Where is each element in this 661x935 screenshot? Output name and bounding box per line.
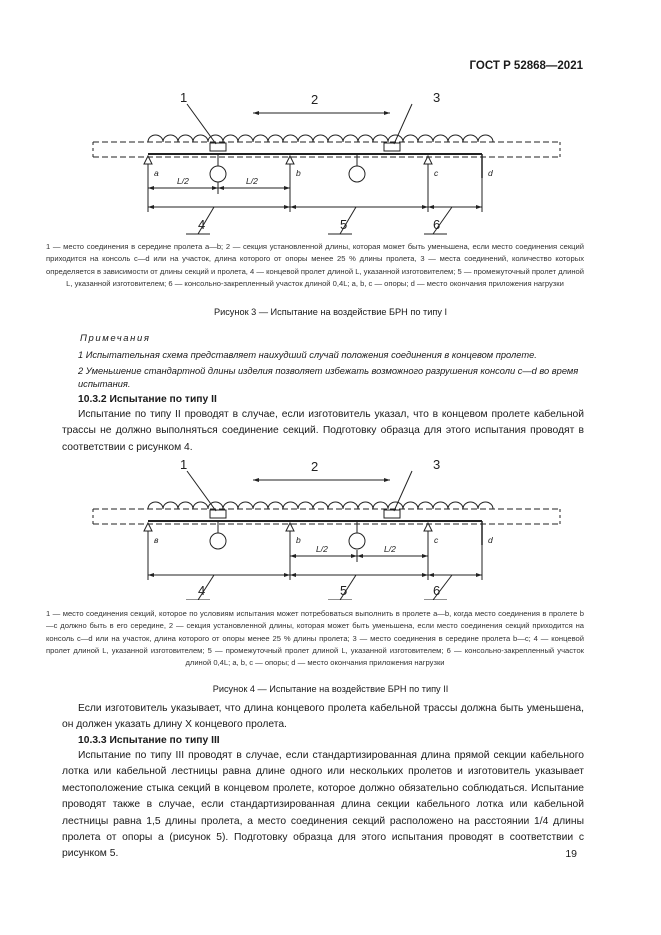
section-10-3-2-body: Испытание по типу II проводят в случае, если изготовитель указал, что в концевом пролете кабельной трассы не должно выполняться соединение секций. Подготовку образца для этого испытания проводят в соответствии с рисунком 4.: [62, 409, 584, 453]
load-arc: [268, 135, 283, 142]
section-10-3-3-title: 10.3.3 Испытание по типу III: [78, 735, 220, 746]
load-arc: [463, 135, 478, 142]
load-arc: [178, 502, 193, 509]
callout-1: 1: [180, 457, 188, 472]
load-arc: [343, 502, 358, 509]
load-arc: [433, 502, 448, 509]
support-label-c: c: [434, 168, 439, 178]
section-10-3-2-text: [62, 407, 584, 456]
load-arc: [238, 502, 253, 509]
figure-4-diagram: [0, 455, 661, 600]
figure-4-legend: 1 — место соединения секций, которое по условиям испытания может потребоваться выполнить в пролете a—b, когда место соединения в пролете b—c должно быть в его середине, 2 — секция установленной длины, которая может быть уменьшена, если место соединения секций приходится на консоль c—d или на участок, длина которого от опоры менее 25 % длины пролета; 3 — место соединения в середине пролета b—c; 4 — концевой пролет длиной L, указанной изготовителем; 5 — промежуточный пролет длиной L, указанной изготовителем; 6 — консольно-закрепленный участок длиной 0,4L; a, b, c — опоры; d — место окончания приложения нагрузки: [46, 609, 584, 668]
load-arc: [358, 502, 373, 509]
load-arc: [403, 502, 418, 509]
load-arc: [268, 502, 283, 509]
section-10-3-3-text: [62, 748, 584, 863]
load-arc: [328, 135, 343, 142]
load-arc: [463, 502, 478, 509]
callout-4: 4: [198, 583, 206, 598]
load-arc: [448, 502, 463, 509]
section-10-3-3-body: Испытание по типу III проводят в случае, если стандартизированная длина прямой секции кабельного лотка или кабельной лестницы равна длине одного или нескольких пролетов и изготовитель указывает местоположение стыка секций в концевом пролете, которое должно обязательно соблюдаться. Испытание проводят также в случае, если стандартизированная длина секции кабельного лотка или кабельной лестницы равна 1,5 длины пролета, а место соединения секций расположено на расстоянии 1/4 длины пролета от опоры a (рисунок 5). Подготовку образца для этого испытания проводят в соответствии с рисунком 5.: [62, 750, 584, 860]
support-label-a: a: [154, 168, 159, 178]
load-arc: [283, 135, 298, 142]
load-arc: [298, 135, 313, 142]
standard-header: ГОСТ Р 52868—2021: [469, 60, 583, 72]
load-arc: [343, 135, 358, 142]
load-arc: [403, 135, 418, 142]
load-arc: [223, 502, 238, 509]
section-10-3-2-title: 10.3.2 Испытание по типу II: [78, 394, 217, 405]
dim-l-half-1: L/2: [177, 176, 189, 186]
load-arc: [253, 135, 268, 142]
load-arc: [418, 135, 433, 142]
paragraph-length-x: [62, 701, 584, 734]
figure-4-caption: Рисунок 4 — Испытание на воздействие БРН по типу II: [212, 684, 449, 694]
callout-6: 6: [433, 217, 441, 232]
load-arc: [373, 135, 388, 142]
load-arcs: [148, 135, 493, 142]
support-label-d: d: [488, 535, 493, 545]
load-arc: [358, 135, 373, 142]
load-arc: [193, 135, 208, 142]
load-arc: [418, 502, 433, 509]
notes-title: Примечания: [80, 333, 151, 344]
support-label-c: c: [434, 535, 439, 545]
load-arc: [238, 135, 253, 142]
note-2: 2 Уменьшение стандартной длины изделия позволяет избежать возможного разрушения консоли c—d во время испытания.: [78, 366, 579, 389]
load-arc: [433, 135, 448, 142]
load-arc: [298, 502, 313, 509]
load-arc: [163, 135, 178, 142]
dim-l-half-2: L/2: [384, 544, 396, 554]
callout-3: 3: [433, 457, 441, 472]
callout-2: 2: [311, 459, 319, 474]
load-arc: [148, 502, 163, 509]
load-arc: [148, 135, 163, 142]
support-label-d: d: [488, 168, 493, 178]
note-1: 1 Испытательная схема представляет наихудший случай положения соединения в концевом пролете.: [78, 350, 537, 360]
load-arc: [178, 135, 193, 142]
load-arc: [328, 502, 343, 509]
callout-4: 4: [198, 217, 206, 232]
load-arc: [478, 135, 493, 142]
callout-5: 5: [340, 583, 348, 598]
dim-l-half-1: L/2: [316, 544, 328, 554]
figure-3-diagram: [0, 88, 661, 248]
load-arc: [313, 502, 328, 509]
callout-2: 2: [311, 92, 319, 107]
load-arc: [163, 502, 178, 509]
callout-6: 6: [433, 583, 441, 598]
load-arc: [478, 502, 493, 509]
support-label-a: в: [154, 535, 159, 545]
dim-l-half-2: L/2: [246, 176, 258, 186]
callout-5: 5: [340, 217, 348, 232]
load-arc: [313, 135, 328, 142]
callout-3: 3: [433, 90, 441, 105]
figure-3-legend: 1 — место соединения в середине пролета a—b; 2 — секция установленной длины, которая может быть уменьшена, если место соединения секций приходится на консоль c—d или на участок, длина которого от опоры менее 25 % длины пролета, 3 — места соединений, количество которых определяется в зависимости от длины секций и пролета, 4 — концевой пролет длиной L, указанной изготовителем; 5 — промежуточный пролет длиной L, указанной изготовителем; 6 — консольно-закрепленный участок длиной 0,4L; a, b, c — опоры; d — место окончания приложения нагрузки: [46, 242, 584, 288]
support-label-b: b: [296, 535, 301, 545]
figure-3-caption: Рисунок 3 — Испытание на воздействие БРН по типу I: [213, 307, 448, 317]
support-label-b: b: [296, 168, 301, 178]
load-arc: [253, 502, 268, 509]
paragraph-length-x-body: Если изготовитель указывает, что длина концевого пролета кабельной трассы должна быть уменьшена, он должен указать длину X концевого пролета.: [62, 703, 584, 731]
load-arc: [193, 502, 208, 509]
page-number: 19: [565, 848, 577, 860]
load-arc: [373, 502, 388, 509]
load-arc: [283, 502, 298, 509]
callout-1: 1: [180, 90, 188, 105]
load-arc: [223, 135, 238, 142]
load-arc: [448, 135, 463, 142]
